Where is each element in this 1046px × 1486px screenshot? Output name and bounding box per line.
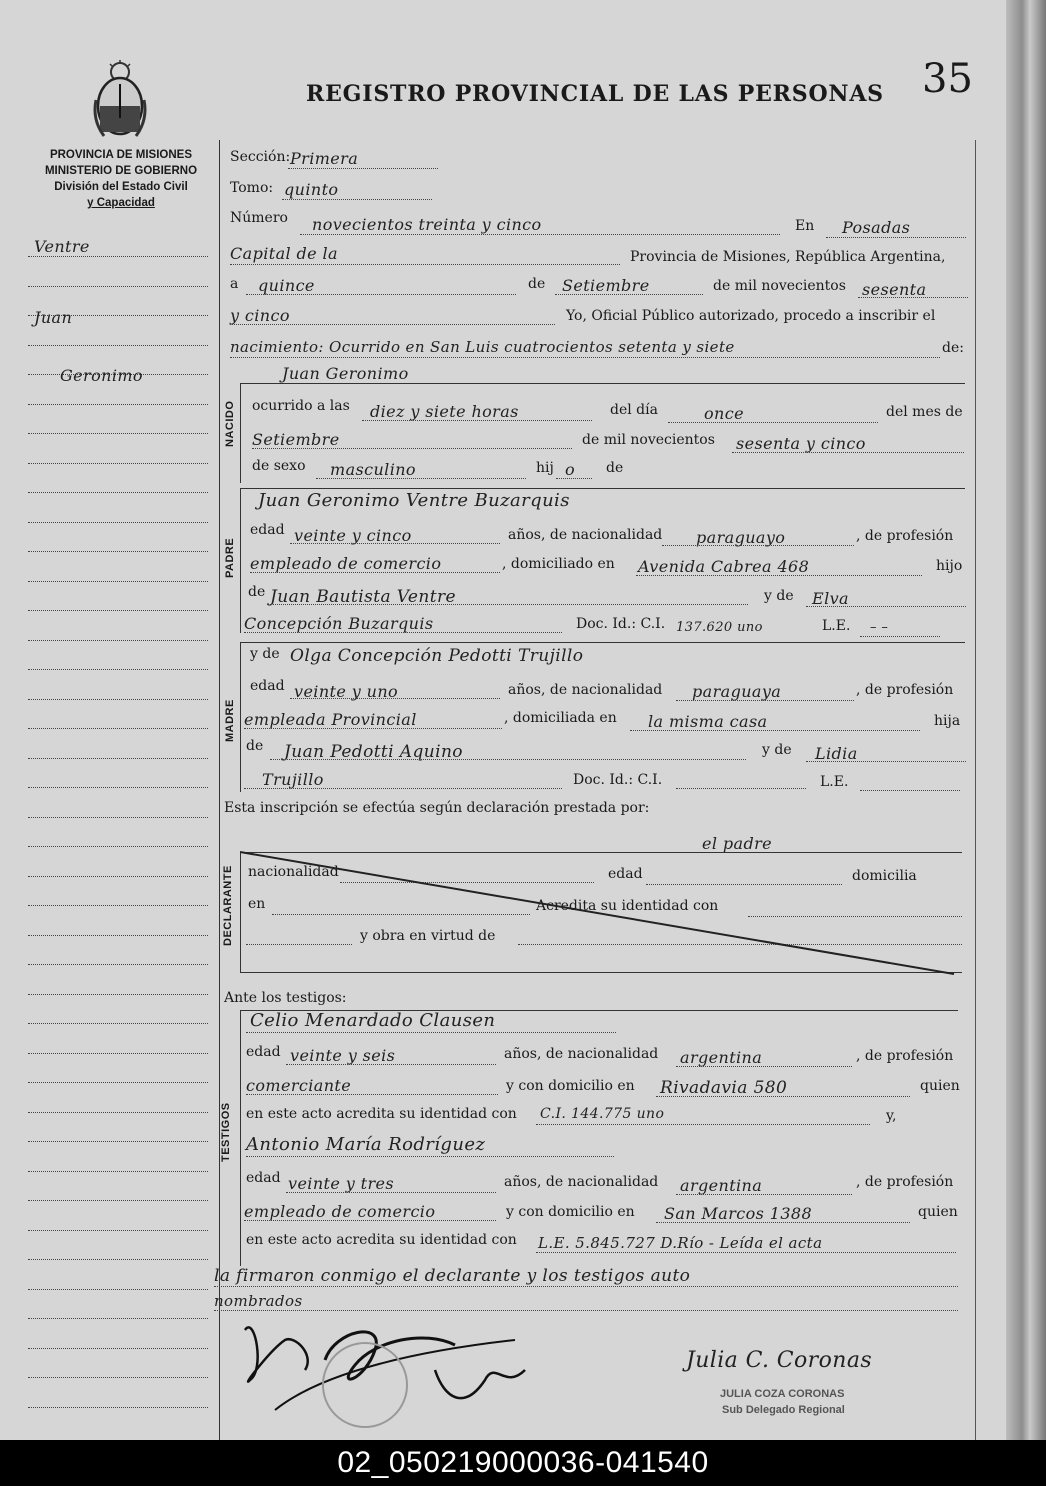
sexo-label: de sexo (252, 458, 306, 474)
testigo-1-name: Celio Menardado Clausen (250, 1010, 496, 1031)
margin-rule (28, 581, 208, 582)
page-number: 35 (922, 56, 973, 102)
place-rule (230, 264, 620, 265)
testigo-1-name-rule (246, 1032, 616, 1033)
padre-mother-value-2: Concepción Buzarquis (244, 614, 434, 633)
declarante-en-label: en (248, 896, 266, 912)
declarante-cross-out (240, 850, 960, 980)
margin-rule (28, 345, 208, 346)
testigo-1-id-value: C.I. 144.775 uno (540, 1106, 665, 1122)
padre-yde-label: y de (764, 588, 794, 604)
hij-label: hij (536, 460, 554, 476)
testigos-intro: Ante los testigos: (224, 990, 347, 1006)
testigos-side-rule (240, 1010, 241, 1266)
numero-rule (300, 234, 780, 235)
margin-rule (28, 463, 208, 464)
en-label: En (795, 218, 815, 234)
padre-dom-label: , domiciliado en (502, 556, 615, 572)
official-signature: Julia C. Coronas (686, 1348, 873, 1373)
testigo-1-nac-label: años, de nacionalidad (504, 1046, 659, 1062)
closing-rule-1 (214, 1286, 958, 1287)
margin-surname: Ventre (34, 237, 90, 256)
margin-rule (28, 935, 208, 936)
padre-mother-value: Elva (812, 589, 849, 608)
hij-value: o (565, 460, 576, 479)
margin-rule (28, 994, 208, 995)
nacido-month-value: Setiembre (252, 430, 340, 449)
testigo-2-edad-label: edad (246, 1170, 281, 1186)
testigo-2-nac-rule (676, 1194, 852, 1195)
margin-rule (28, 669, 208, 670)
testigo-2-prof-rule (244, 1220, 496, 1221)
madre-prof-value: empleada Provincial (244, 710, 417, 729)
madre-hija-label: hija (934, 713, 961, 729)
madre-de-label: de (246, 738, 264, 754)
madre-edad-label: edad (250, 678, 285, 694)
padre-mother-rule (806, 606, 966, 607)
ministry-name: MINISTERIO DE GOBIERNO (44, 165, 198, 177)
division-name: División del Estado Civil (54, 181, 188, 193)
nacido-year-value: sesenta y cinco (736, 434, 866, 453)
madre-le-label: L.E. (820, 774, 849, 790)
testigo-2-quien-label: quien (918, 1204, 958, 1220)
testigo-2-name-rule (246, 1156, 614, 1157)
padre-dom-rule (636, 575, 922, 576)
margin-rule (28, 1112, 208, 1113)
testigo-1-nac-rule (676, 1066, 852, 1067)
nacido-day-rule (668, 422, 878, 423)
margin-rule (28, 787, 208, 788)
madre-edad-rule (290, 698, 500, 699)
year-rule-2 (230, 324, 555, 325)
padre-doc-label: Doc. Id.: C.I. (576, 616, 666, 632)
testigo-2-nac-value: argentina (680, 1176, 763, 1195)
padre-mother-rule-2 (244, 632, 562, 633)
madre-name: Olga Concepción Pedotti Trujillo (290, 646, 584, 666)
madre-yde-label: y de (250, 646, 280, 662)
padre-hijo-label: hijo (936, 558, 963, 574)
en-value: Posadas (842, 218, 911, 237)
sexo-value: masculino (330, 460, 416, 479)
padre-father-value: Juan Bautista Ventre (270, 587, 456, 607)
padre-prof-rule (250, 572, 500, 573)
nacido-day-value: once (704, 404, 744, 423)
de-end-label: de: (942, 340, 964, 356)
year-value-2: y cinco (230, 306, 290, 325)
month-rule (555, 294, 703, 295)
closing-line-2: nombrados (214, 1292, 303, 1310)
padre-nac-value: paraguayo (696, 528, 786, 547)
testigo-1-dom-value: Rivadavia 580 (660, 1078, 788, 1098)
margin-rule (28, 1318, 208, 1319)
numero-value: novecientos treinta y cinco (312, 215, 542, 234)
province-name: PROVINCIA DE MISIONES (49, 149, 193, 161)
margin-name-1: Juan (34, 308, 73, 327)
margin-rule (28, 1141, 208, 1142)
madre-dom-label: , domiciliada en (504, 710, 617, 726)
sexo-rule (316, 478, 526, 479)
padre-side-rule (240, 488, 241, 633)
testigo-2-acredita-label: en este acto acredita su identidad con (246, 1232, 517, 1248)
madre-father-rule (270, 759, 746, 760)
madre-section-label: MADRE (224, 699, 236, 742)
padre-de-label: de (248, 584, 266, 600)
official-stamp-title: Sub Delegado Regional (722, 1404, 845, 1416)
padre-doc-value: 137.620 uno (676, 620, 763, 635)
madre-nac-rule (676, 700, 854, 701)
nacido-year-rule (732, 452, 964, 453)
margin-rule (28, 1230, 208, 1231)
margin-rule (28, 817, 208, 818)
margin-rule (28, 492, 208, 493)
declarante-acredita-label: Acredita su identidad con (536, 898, 719, 914)
right-column-divider (975, 140, 976, 1440)
nacido-side-rule (240, 383, 241, 483)
madre-side-rule (240, 642, 241, 792)
madre-edad-value: veinte y uno (294, 682, 399, 701)
year-value: sesenta (862, 280, 927, 299)
margin-rule (28, 876, 208, 877)
padre-le-label: L.E. (822, 618, 851, 634)
margin-rule (28, 1348, 208, 1349)
mil-label: de mil novecientos (713, 278, 846, 294)
margin-rule (28, 1053, 208, 1054)
testigo-1-dom-rule (656, 1096, 910, 1097)
seccion-rule (288, 168, 438, 169)
a-label: a (230, 276, 239, 292)
declarante-edad-label: edad (608, 866, 643, 882)
testigo-1-quien-label: quien (920, 1078, 960, 1094)
inscribir-rule (230, 357, 940, 358)
padre-dom-value: Avenida Cabrea 468 (638, 557, 810, 576)
margin-rule (28, 433, 208, 434)
witness-signatures (225, 1310, 545, 1430)
madre-dom-value: la misma casa (648, 712, 768, 731)
page-edge (1006, 0, 1046, 1440)
del-dia-label: del día (610, 402, 658, 418)
institution-header (26, 147, 216, 211)
testigo-2-edad-rule (286, 1192, 496, 1193)
padre-le-value: – – (870, 620, 889, 635)
place-value: Capital de la (230, 244, 338, 263)
testigo-1-acredita-label: en este acto acredita su identidad con (246, 1106, 517, 1122)
hour-value: diez y siete horas (370, 402, 519, 421)
coat-of-arms-icon (92, 60, 148, 142)
numero-label: Número (230, 210, 288, 226)
tomo-rule (282, 199, 432, 200)
madre-doc-rule (676, 788, 806, 789)
testigo-2-prof-label: , de profesión (856, 1174, 954, 1190)
madre-mother-value: Lidia (815, 744, 858, 763)
margin-rule (28, 1171, 208, 1172)
padre-section-label: PADRE (224, 537, 236, 578)
testigo-1-nac-value: argentina (680, 1048, 763, 1067)
closing-line-1: la firmaron conmigo el declarante y los testigos auto (214, 1266, 691, 1286)
margin-rule (28, 256, 208, 257)
testigo-1-edad-value: veinte y seis (290, 1046, 396, 1065)
margin-rule (28, 1407, 208, 1408)
testigo-1-prof-value: comerciante (246, 1076, 352, 1095)
margin-rule (28, 699, 208, 700)
oficial-label: Yo, Oficial Público autorizado, procedo a inscribir el (566, 308, 936, 324)
padre-edad-rule (290, 543, 500, 544)
testigo-2-edad-value: veinte y tres (288, 1174, 394, 1193)
testigo-1-edad-label: edad (246, 1044, 281, 1060)
testigo-2-dom-rule (656, 1222, 910, 1223)
testigo-1-edad-rule (286, 1064, 496, 1065)
margin-rule (28, 1259, 208, 1260)
nacido-section-label: NACIDO (224, 400, 236, 447)
padre-edad-label: edad (250, 522, 285, 538)
inscribir-value: nacimiento: Ocurrido en San Luis cuatrocientos setenta y siete (230, 338, 735, 356)
declarante-nac-label: nacionalidad (248, 864, 339, 880)
margin-rule (28, 964, 208, 965)
padre-prof-value: empleado de comercio (250, 554, 442, 573)
margin-rule (28, 905, 208, 906)
madre-father-value: Juan Pedotti Aquino (284, 742, 463, 762)
testigos-section-label: TESTIGOS (220, 1102, 232, 1162)
testigo-2-id-rule (536, 1252, 956, 1253)
testigo-1-prof-label: , de profesión (856, 1048, 954, 1064)
margin-name-2: Geronimo (60, 366, 143, 385)
padre-father-rule (270, 604, 748, 605)
margin-rule (28, 1377, 208, 1378)
padre-le-rule (860, 636, 940, 637)
declarante-intro: Esta inscripción se efectúa según declaración prestada por: (224, 800, 650, 816)
nacido-month-rule (252, 448, 572, 449)
margin-rule (28, 610, 208, 611)
margin-rule (28, 758, 208, 759)
madre-top-rule (240, 642, 965, 643)
nacido-name: Juan Geronimo (282, 364, 409, 383)
margin-rule (28, 640, 208, 641)
margin-rule (28, 1200, 208, 1201)
margin-rule (28, 728, 208, 729)
margin-rule (28, 522, 208, 523)
testigo-2-id-value: L.E. 5.845.727 D.Río - Leída el acta (538, 1234, 823, 1252)
madre-prof-rule (244, 728, 502, 729)
division-name-2: y Capacidad (87, 197, 155, 209)
testigo-y-label: y, (886, 1108, 897, 1124)
tomo-value: quinto (284, 180, 339, 199)
day-value: quince (258, 276, 315, 295)
official-stamp-name: JULIA COZA CORONAS (720, 1388, 845, 1400)
declarante-section-label: DECLARANTE (222, 865, 234, 946)
padre-nac-label: años, de nacionalidad (508, 527, 663, 543)
left-column-divider (219, 140, 220, 1440)
testigo-1-id-rule (536, 1124, 870, 1125)
nacido-de-label: de (606, 460, 624, 476)
testigo-2-nac-label: años, de nacionalidad (504, 1174, 659, 1190)
madre-dom-rule (630, 730, 920, 731)
nacido-mil-label: de mil novecientos (582, 432, 715, 448)
year-rule (858, 297, 968, 298)
de-label: de (528, 276, 546, 292)
testigo-1-dom-label: y con domicilio en (506, 1078, 635, 1094)
seccion-label: Sección: (230, 149, 291, 165)
madre-doc-label: Doc. Id.: C.I. (573, 772, 663, 788)
padre-name: Juan Geronimo Ventre Buzarquis (258, 490, 570, 511)
padre-nac-rule (662, 545, 854, 546)
madre-prof-label: , de profesión (856, 682, 954, 698)
madre-mother-rule (806, 761, 966, 762)
testigo-2-prof-value: empleado de comercio (244, 1202, 436, 1221)
padre-top-rule (240, 488, 965, 489)
margin-rule (28, 404, 208, 405)
madre-le-rule (860, 790, 960, 791)
en-rule (826, 237, 966, 238)
testigo-1-prof-rule (246, 1094, 498, 1095)
madre-mother-value-2: Trujillo (262, 770, 324, 789)
day-rule (246, 294, 516, 295)
scan-caption-bar (0, 1440, 1046, 1486)
month-value: Setiembre (562, 276, 650, 295)
ocurrido-label: ocurrido a las (252, 398, 350, 414)
madre-mother-rule-2 (244, 788, 562, 789)
declarante-dom-label: domicilia (852, 868, 917, 884)
hij-rule (556, 478, 592, 479)
madre-yde2-label: y de (762, 742, 792, 758)
padre-prof-label: , de profesión (856, 528, 954, 544)
margin-rule (28, 1082, 208, 1083)
testigo-2-dom-value: San Marcos 1388 (664, 1204, 813, 1223)
margin-rule (28, 846, 208, 847)
declarante-value: el padre (702, 834, 773, 853)
tomo-label: Tomo: (230, 180, 274, 196)
del-mes-label: del mes de (886, 404, 963, 420)
scan-caption: 02_050219000036-041540 (337, 1446, 709, 1479)
nacido-top-rule (240, 383, 965, 384)
madre-nac-value: paraguaya (692, 682, 782, 701)
madre-nac-label: años, de nacionalidad (508, 682, 663, 698)
hour-rule (362, 420, 592, 421)
margin-rule (28, 286, 208, 287)
testigo-2-name: Antonio María Rodríguez (246, 1134, 486, 1155)
margin-rule (28, 551, 208, 552)
place-label: Provincia de Misiones, República Argentina, (630, 249, 946, 265)
padre-edad-value: veinte y cinco (294, 526, 412, 545)
seccion-value: Primera (290, 149, 359, 168)
page-title: REGISTRO PROVINCIAL DE LAS PERSONAS (306, 81, 884, 107)
testigo-2-dom-label: y con domicilio en (506, 1204, 635, 1220)
margin-rule (28, 1023, 208, 1024)
margin-rule (28, 1289, 208, 1290)
declarante-obra-label: y obra en virtud de (360, 928, 496, 944)
